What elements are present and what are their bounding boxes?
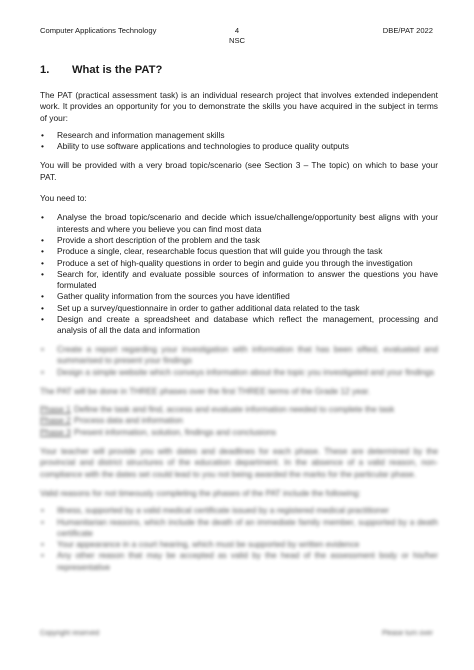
task-item: • Analyse the broad topic/scenario and decide which issue/challenge/opportunity best aligns with your interests and where you believe you can find most data <box>40 212 438 235</box>
header-sub: NSC <box>228 36 246 45</box>
reason-item: • Your appearance in a court hearing, which must be supported by written evidence <box>40 539 438 550</box>
skills-list <box>40 130 438 153</box>
phase-row <box>40 427 438 438</box>
task-item: • Design a simple website which conveys information about the topic you investigated and your findings <box>40 367 438 378</box>
header-subject: Computer Applications Technology <box>40 26 157 35</box>
phase-row <box>40 404 438 415</box>
topic-paragraph: You will be provided with a very broad topic/scenario (see Section 3 – The topic) on which to base your PAT. <box>40 160 438 182</box>
task-item: • Provide a short description of the problem and the task <box>40 235 438 246</box>
task-item: • Create a report regarding your investigation with information that has been sifted, evaluated and summarised to present your findings <box>40 344 438 367</box>
header-code: DBE/PAT 2022 <box>382 26 433 35</box>
phase-text: Define the task and find, access and evaluate information needed to complete the task <box>74 404 395 415</box>
skill-item: • Ability to use software applications and technologies to produce quality outputs <box>40 141 438 152</box>
task-item: • Gather quality information from the sources you have identified <box>40 291 438 302</box>
reasons-intro: Valid reasons for not timeously completing the phases of the PAT include the following: <box>40 487 361 498</box>
need-label: You need to: <box>40 193 87 204</box>
section-title-text: What is the PAT? <box>72 64 163 76</box>
intro-paragraph: The PAT (practical assessment task) is an individual research project that involves extended independent work. It provides an opportunity for you to demonstrate the skills you have acquired in the subject in terms of your: <box>40 90 438 123</box>
phases-list <box>40 404 438 438</box>
phase-row <box>40 415 438 426</box>
reason-item: • Humanitarian reasons, which include the death of an immediate family member, supported by a death certificate <box>40 517 438 540</box>
footer-turn-over: Please turn over <box>382 630 433 637</box>
phase-text: Process data and information <box>74 415 183 426</box>
task-item: • Set up a survey/questionnaire in order to gather additional data related to the task <box>40 303 438 314</box>
tasks-list-continued <box>40 344 438 378</box>
task-item: • Design and create a spreadsheet and database which reflect the management, processing and analysis of all the data and information <box>40 314 438 337</box>
reason-item: • Illness, supported by a valid medical certificate issued by a registered medical practitioner <box>40 505 438 516</box>
dates-paragraph: Your teacher will provide you with dates and deadlines for each phase. These are determined by the provincial and district structures of the education department. In the absence of a valid reason, non-compliance with the dates set could lead to you not being awarded the marks for the particular phase. <box>40 446 438 479</box>
task-item: • Produce a set of high-quality questions in order to begin and guide you through the investigation <box>40 258 438 269</box>
reasons-list <box>40 505 438 573</box>
phase-label: Phase 1 <box>40 404 71 415</box>
phase-text: Present information, solution, findings and conclusions <box>74 426 277 437</box>
footer-copyright: Copyright reserved <box>40 630 100 637</box>
page-number: 4 <box>234 26 240 35</box>
phase-label: Phase 3 <box>40 426 71 437</box>
reason-item: • Any other reason that may be accepted as valid by the head of the assessment body or his/her representative <box>40 550 438 573</box>
task-item: • Search for, identify and evaluate possible sources of information to answer the questions you have formulated <box>40 269 438 292</box>
blurred-content <box>40 344 438 609</box>
intro-block <box>40 90 438 337</box>
phase-label: Phase 2 <box>40 415 71 426</box>
tasks-list <box>40 212 438 336</box>
section-title <box>40 64 162 76</box>
task-item: • Produce a single, clear, researchable focus question that will guide you through the task <box>40 246 438 257</box>
skill-item: • Research and information management skills <box>40 130 438 141</box>
section-number: 1. <box>40 64 50 76</box>
phases-intro: The PAT will be done in THREE phases over the first THREE terms of the Grade 12 year. <box>40 385 371 396</box>
